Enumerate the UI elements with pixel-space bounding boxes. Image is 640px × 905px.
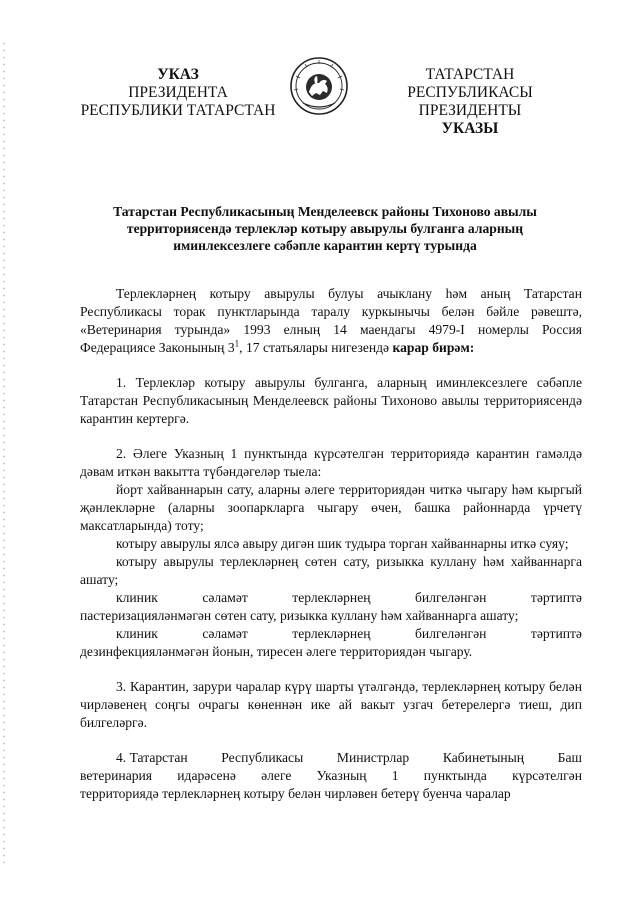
title-line-2: территориясендә терлекләр котыру авырулы булганга аларның [126,221,524,236]
item-5-word: билгеләнгән [415,626,487,641]
p4-word: ветеринария [80,768,153,783]
header-right-line-2: ПРЕЗИДЕНТЫ [418,102,522,119]
paragraph-2-item-5-line [80,625,582,643]
p4-word: әлеге [261,768,292,783]
paragraph-4-line-3: территориядә терлекләрнең котыру белән чирләвен бетерү буенча чаралар [80,786,511,801]
p4-word: Указның [316,768,367,783]
decree-body [80,285,582,803]
document-header [0,66,640,137]
header-left-russian [78,66,278,120]
tatarstan-emblem-icon [289,56,349,116]
header-left-line-2: ПРЕЗИДЕНТА [128,84,228,101]
paragraph-2-item-4-rest: пастеризацияләнмәгән сөтен сату, ризыкка куллану һәм хайваннарга ашату; [80,608,519,623]
p4-word: Кабинетының [442,750,525,765]
item-4-word: терлекләрнең [292,590,371,605]
preamble-text-after: , 17 статьялары нигезендә [239,340,393,355]
p4-word: 1 [391,768,399,783]
paragraph-4-line-2 [80,767,582,785]
decree-title [60,203,590,254]
item-5-word: сәламәт [202,626,248,641]
preamble-text: Терлекләрнең котыру авырулы булуы ачыклану һәм аның Татарстан Республикасы торак пунктларында таралу куркынычы белән бәйле рәвештә, «Ветеринария турында» 1993 елның 14 маендагы 4979-I номерлы Россия Федерациясе Законының 3 [80,286,582,355]
paragraph-4-line-1 [80,749,582,767]
paragraph-2-item-3: котыру авырулы терлекләрнең сөтен сату, ризыкка куллану һәм хайваннарга ашату; [80,554,582,587]
header-right-line-1: ТАТАРСТАН РЕСПУБЛИКАСЫ [407,66,533,101]
paragraph-2-item-1: йорт хайваннарын сату, аларны әлеге территориядән читкә чыгару һәм кыргый җәнлекләрне (аларны зоопаркларга чыгару өчен, башка районнарда үрчетү максатларында) тоту; [80,482,582,533]
item-4-word: сәламәт [202,590,248,605]
header-left-line-1: УКАЗ [157,66,199,83]
paragraph-2-item-5-rest: дезинфекцияләнмәгән йонын, тиресен әлеге территориядән чыгару. [80,644,473,659]
p4-word: идарәсенә [177,768,236,783]
title-line-3: иминлексезлеге сәбәпле карантин кертү турында [173,238,477,253]
item-5-word: клиник [116,626,158,641]
item-5-word: терлекләрнең [292,626,371,641]
paragraph-2-item-2: котыру авырулы ялсә авыру дигән шик тудыра торган хайваннарны иткә суяу; [116,536,569,551]
header-left-line-3: РЕСПУБЛИКИ ТАТАРСТАН [80,102,276,119]
item-4-word: клиник [116,590,158,605]
paragraph-2-item-4-line [80,589,582,607]
p4-word: Республикасы [221,750,304,765]
preamble-superscript: 1 [234,338,240,349]
paragraph-2-intro: 2. Әлеге Указның 1 пунктында күрсәтелгән территориядә карантин гамәлдә дәвам иткән вакытта түбәндәгеләр тыела: [80,446,582,479]
item-5-word: тәртиптә [530,626,582,641]
header-right-line-3: УКАЗЫ [441,120,499,137]
p4-word: күрсәтелгән [512,768,582,783]
item-4-word: билгеләнгән [415,590,487,605]
p4-word: Баш [557,750,582,765]
p4-word: пунктында [423,768,487,783]
preamble-decision: карар бирәм: [392,340,475,355]
paragraph-3: 3. Карантин, зарури чаралар күрү шарты үтәлгәндә, терлекләрнең котыру белән чирләвенең соңгы очрагы көненнән ике ай вакыт узгач бетерелергә тиеш, дип билгеләргә. [80,679,582,730]
title-line-1: Татарстан Республикасының Менделеевск районы Тихоново авылы [113,204,537,219]
p4-word: Министрлар [336,750,410,765]
paragraph-1: 1. Терлекләр котыру авырулы булганга, аларның иминлексезлеге сәбәпле Татарстан Республикасының Менделеевск районы Тихоново авылы территориясендә карантин кертергә. [80,375,582,426]
preamble-paragraph [80,285,582,357]
p4-word: 4. Татарстан [116,750,188,765]
item-4-word: тәртиптә [530,590,582,605]
header-right-tatar [370,66,570,138]
scan-margin-dots [3,40,5,865]
